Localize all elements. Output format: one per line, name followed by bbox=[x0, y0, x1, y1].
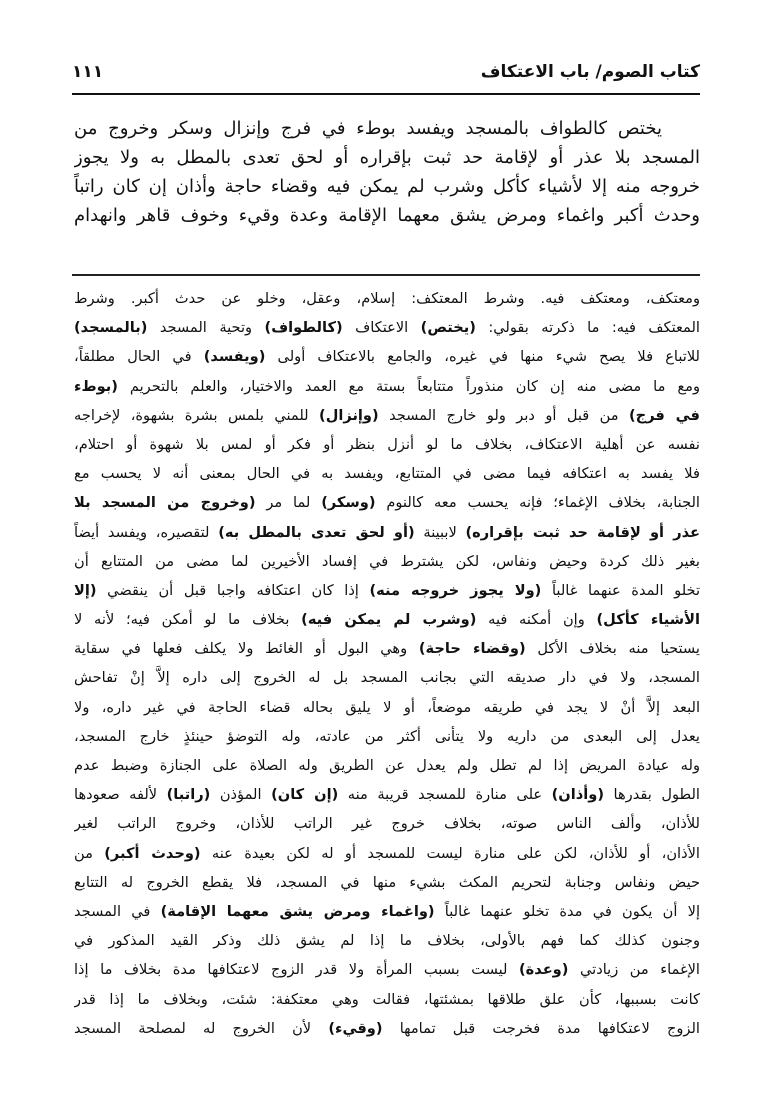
quoted-matn-text: (وحدث أكبر) bbox=[104, 844, 201, 862]
commentary-segment: ومعتكف، ومعتكف فيه. وشرط المعتكف: إسلام، وعقل، وخلو عن حدث أكبر. وشرط bbox=[74, 290, 700, 307]
quoted-matn-text: الأشياء كأكل) bbox=[596, 611, 700, 629]
commentary-segment: حيض ونفاس وجنابة لتحريم المكث بشيء منها في المسجد، فلا يقطع الخروج له التتابع bbox=[74, 873, 700, 891]
commentary-line bbox=[74, 342, 700, 371]
commentary-segment: الطول بقدرها bbox=[604, 786, 700, 804]
commentary-segment: المعتكف فيه: ما ذكرته بقولي: bbox=[475, 319, 700, 337]
main-text-line: المسجد بلا عذر أو لإقامة حد ثبت بإقراره أو لحق تعدى بالمطل به ولا يجوز bbox=[74, 147, 700, 168]
commentary-segment: فلا يفسد به اعتكافه فيما مضى في المتتابع، ويفسد به في الحال بمعنى أنه لا يحسب مع bbox=[74, 465, 700, 483]
quoted-matn-text: (يختص) bbox=[420, 319, 476, 337]
commentary-line bbox=[74, 430, 700, 459]
quoted-matn-text: (وشرب لم يمكن فيه) bbox=[301, 611, 477, 629]
commentary-segment: الزوج لاعتكافها مدة فخرجت قبل تمامها bbox=[382, 1019, 700, 1037]
quoted-matn-text: (وسكر) bbox=[321, 494, 376, 512]
commentary-segment: وجنون كذلك كما فهم بالأولى، بخلاف ما إذا لم يشق ذلك وذكر القيد المذكور في bbox=[74, 932, 700, 950]
commentary-segment: وإن أمكنه فيه bbox=[476, 611, 597, 629]
commentary-segment: يستحيا منه بخلاف الأكل bbox=[525, 640, 700, 658]
commentary-segment: لاببينة bbox=[414, 523, 466, 541]
commentary-segment: من bbox=[74, 844, 105, 862]
running-title: كتاب الصوم/ باب الاعتكاف bbox=[480, 62, 700, 82]
running-header bbox=[72, 60, 700, 90]
commentary-line bbox=[74, 839, 700, 868]
quoted-matn-text: (ويفسد) bbox=[203, 348, 266, 366]
commentary-segment: وهي البول أو الغائط ولا يكلف فعلها في سقاية bbox=[74, 640, 419, 658]
commentary-segment: الأذان، أو للأذان، لكن على منارة ليست للمسجد أو له لكن بعيدة عنه bbox=[200, 844, 700, 862]
quoted-matn-text: (وإنزال) bbox=[319, 406, 379, 424]
commentary-line bbox=[74, 372, 700, 401]
commentary-segment: ومع ما مضى منه إن كان منذوراً متتابعاً بستة مع العمد والاختيار، والعلم بالتحريم bbox=[117, 377, 700, 395]
quoted-matn-text: (ولا يجوز خروجه منه) bbox=[369, 581, 542, 599]
commentary-segment: لأن الخروج له لمصلحة المسجد bbox=[74, 1019, 329, 1037]
commentary-segment: لتقصيره، ويفسد أيضاً bbox=[74, 523, 219, 541]
commentary-line bbox=[74, 722, 700, 751]
commentary-line bbox=[74, 868, 700, 897]
commentary-line bbox=[74, 693, 700, 722]
commentary-line bbox=[74, 605, 700, 634]
commentary-segment: وله عيادة المريض إذا لم تطل ولم يعدل عن الطريق وله الصلاة على الجنازة وضبط عدم bbox=[74, 757, 700, 774]
quoted-matn-text: في فرج) bbox=[629, 406, 700, 424]
quoted-matn-text: (وأذان) bbox=[551, 786, 605, 804]
commentary-separator bbox=[72, 274, 700, 276]
commentary-line bbox=[74, 1014, 700, 1043]
commentary-segment: للأذان، وألف الناس صوته، بخلاف خروج غير الراتب للأذان، وخروج الراتب لغير bbox=[74, 815, 700, 833]
commentary-line bbox=[74, 751, 700, 780]
quoted-matn-text: (أو لحق تعدى بالمطل به) bbox=[218, 523, 415, 541]
commentary-segment: ليست بسبب المرأة ولا قدر الزوج لاعتكافها مدة بخلاف ما إذا bbox=[74, 961, 519, 979]
header-rule bbox=[72, 93, 700, 95]
commentary-line bbox=[74, 576, 700, 605]
quoted-matn-text: (كالطواف) bbox=[264, 319, 343, 337]
commentary-line bbox=[74, 926, 700, 955]
commentary-segment: إلا أن يكون في مدة تخلو عنهما غالباً bbox=[434, 902, 700, 920]
commentary-segment: بغير ذلك كردة وحيض ونفاس، لكن يشترط في إفساد الأخيرين لما مضى من المتتابع أن bbox=[74, 552, 700, 570]
quoted-matn-text: (وعدة) bbox=[519, 961, 569, 979]
page-number: ١١١ bbox=[72, 62, 104, 82]
commentary-segment: لألفه صعودها bbox=[74, 786, 167, 804]
commentary-line bbox=[74, 634, 700, 663]
commentary-line bbox=[74, 780, 700, 809]
commentary-segment: البعد إلاَّ أنْ لا يجد في طريقه موضعاً، أو لا يليق بحاله قضاء الحاجة في غير داره، ولا bbox=[74, 698, 700, 716]
commentary-segment: لما مر bbox=[255, 494, 322, 512]
commentary-line bbox=[74, 547, 700, 576]
commentary-segment: بخلاف ما لو أمكن فيه؛ لأنه لا bbox=[74, 611, 302, 629]
commentary-segment: المؤذن bbox=[210, 786, 272, 804]
quoted-matn-text: (وقضاء حاجة) bbox=[418, 640, 526, 658]
commentary-line bbox=[74, 663, 700, 692]
quoted-matn-text: (واغماء ومرض يشق معهما الإقامة) bbox=[160, 902, 435, 920]
commentary-line bbox=[74, 488, 700, 517]
commentary-segment: يعدل إلى البعدى من داريه ولا يتأنى أكثر من عادته، وله التوضؤ حينئذٍ خارج المسجد، bbox=[74, 727, 700, 745]
commentary-line bbox=[74, 897, 700, 926]
main-text-line: وحدث أكبر واغماء ومرض يشق معهما الإقامة وعدة وقيء وخوف قاهر وانهدام bbox=[74, 205, 700, 226]
quoted-matn-text: (بالمسجد) bbox=[74, 319, 148, 337]
commentary-segment: نفسه عن أهلية الاعتكاف، بخلاف ما لو أنزل بنظر أو فكر أو لمس بلا شهوة أو احتلام، bbox=[74, 435, 700, 453]
commentary-line bbox=[74, 401, 700, 430]
quoted-matn-text: عذر أو لإقامة حد ثبت بإقراره) bbox=[465, 523, 700, 541]
commentary-text bbox=[74, 284, 700, 1043]
commentary-segment: الجنابة، بخلاف الإغماء؛ فإنه يحسب معه كالنوم bbox=[375, 494, 700, 512]
quoted-matn-text: (وخروج من المسجد بلا bbox=[74, 494, 256, 512]
commentary-line bbox=[74, 459, 700, 488]
commentary-segment: المسجد، ولا في دار صديقه التي بجانب المسجد بل له الخروج إلى داره إلاَّ إنْ تفاحش bbox=[74, 669, 700, 687]
commentary-segment: الإغماء من زيادتي bbox=[568, 961, 700, 979]
commentary-line bbox=[74, 955, 700, 984]
commentary-line bbox=[74, 985, 700, 1014]
commentary-segment: الاعتكاف bbox=[342, 319, 421, 337]
quoted-matn-text: (بوطء bbox=[74, 377, 118, 395]
commentary-line bbox=[74, 518, 700, 547]
commentary-segment: وتحية المسجد bbox=[147, 319, 265, 337]
commentary-segment: على منارة للمسجد قريبة منه bbox=[338, 786, 552, 804]
quoted-matn-text: (إلا bbox=[74, 581, 97, 599]
quoted-matn-text: (راتبا) bbox=[166, 786, 211, 804]
commentary-segment: كانت بسببها، كأن علق طلاقها بمشئتها، فقالت وهي معتكفة: شئت، وبخلاف ما إذا قدر bbox=[74, 990, 700, 1008]
commentary-line bbox=[74, 313, 700, 342]
quoted-matn-text: (إن كان) bbox=[271, 786, 339, 804]
commentary-segment: في المسجد bbox=[74, 902, 161, 920]
commentary-segment: إذا كان اعتكافه واجبا قبل أن ينقضي bbox=[96, 581, 370, 599]
commentary-segment: للاتباع فلا يصح شيء منها في غيره، والجامع بالاعتكاف أولى bbox=[265, 348, 700, 366]
commentary-segment: من قبل أو دبر ولو خارج المسجد bbox=[378, 406, 629, 424]
commentary-line bbox=[74, 284, 700, 313]
commentary-segment: تخلو المدة عنهما غالباً bbox=[541, 581, 700, 599]
commentary-segment: للمني بلمس بشرة بشهوة، لإخراجه bbox=[74, 406, 320, 424]
main-text-line: يختص كالطواف بالمسجد ويفسد بوطء في فرج وإنزال وسكر وخروج من bbox=[74, 118, 662, 139]
commentary-line bbox=[74, 809, 700, 838]
main-text bbox=[74, 114, 700, 230]
quoted-matn-text: (وقيء) bbox=[328, 1019, 383, 1037]
main-text-line: خروجه منه إلا لأشياء كأكل وشرب لم يمكن فيه وقضاء حاجة وأذان إن كان راتباً bbox=[74, 176, 700, 197]
commentary-segment: في الحال مطلقاً، bbox=[74, 348, 204, 366]
